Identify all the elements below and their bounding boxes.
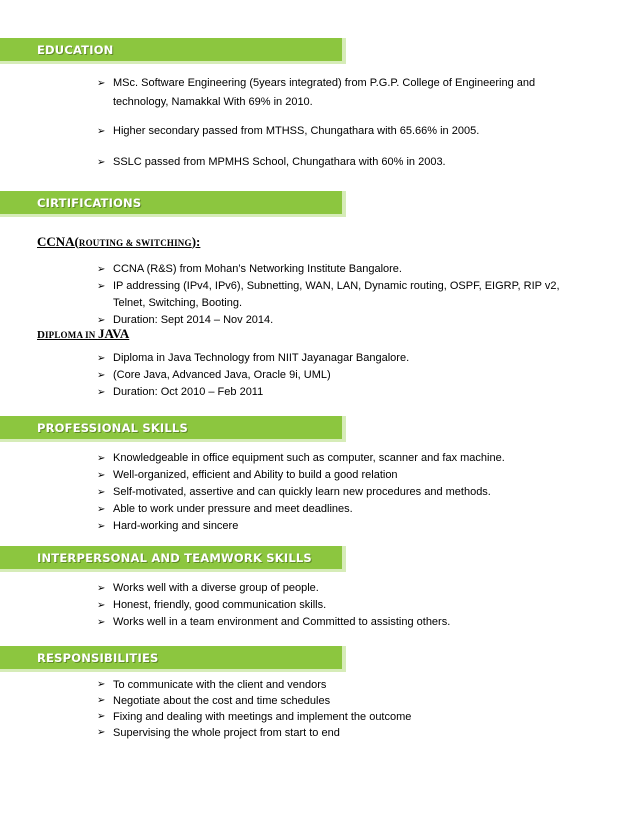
list-item: ➢ Honest, friendly, good communication skills.: [97, 597, 450, 614]
java-heading: DIPLOMA IN JAVA: [37, 326, 130, 341]
arrow-bullet-icon: ➢: [97, 315, 106, 326]
list-item: ➢ Supervising the whole project from start to end: [97, 727, 340, 739]
responsibilities-list: [97, 677, 411, 741]
arrow-bullet-icon: ➢: [97, 583, 106, 594]
ccna-list: [97, 261, 560, 329]
section-bar-education: [0, 38, 346, 64]
list-item: ➢ Negotiate about the cost and time schedules: [97, 695, 331, 707]
arrow-bullet-icon: ➢: [97, 126, 106, 137]
list-item: ➢ Fixing and dealing with meetings and implement the outcome: [97, 711, 412, 723]
list-item: ➢ IP addressing (IPv4, IPv6), Subnetting, WAN, LAN, Dynamic routing, OSPF, EIGRP, RIP v2, Telnet, Switching, Booting.: [97, 280, 560, 309]
ccna-heading: CCNA(ROUTING & SWITCHING):: [37, 234, 201, 249]
arrow-bullet-icon: ➢: [97, 727, 106, 738]
list-item: ➢ Duration: Sept 2014 – Nov 2014.: [97, 312, 560, 329]
list-item: ➢ CCNA (R&S) from Mohan’s Networking Institute Bangalore.: [97, 261, 560, 278]
arrow-bullet-icon: ➢: [97, 470, 106, 481]
arrow-bullet-icon: ➢: [97, 504, 106, 515]
arrow-bullet-icon: ➢: [97, 487, 106, 498]
list-item: ➢ Diploma in Java Technology from NIIT Jayanagar Bangalore.: [97, 350, 409, 367]
list-item: ➢ To communicate with the client and vendors: [97, 679, 327, 691]
arrow-bullet-icon: ➢: [97, 281, 106, 292]
arrow-bullet-icon: ➢: [97, 600, 106, 611]
arrow-bullet-icon: ➢: [97, 353, 106, 364]
list-item: ➢ (Core Java, Advanced Java, Oracle 9i, UML): [97, 367, 409, 384]
arrow-bullet-icon: ➢: [97, 679, 106, 690]
arrow-bullet-icon: ➢: [97, 370, 106, 381]
section-bar-certifications: [0, 191, 346, 217]
professional-skills-list: [97, 450, 505, 535]
interpersonal-list: [97, 580, 450, 631]
arrow-bullet-icon: ➢: [97, 264, 106, 275]
list-item: ➢ Knowledgeable in office equipment such as computer, scanner and fax machine.: [97, 450, 505, 467]
section-bar-professional-skills: [0, 416, 346, 442]
list-item: ➢ Hard-working and sincere: [97, 518, 505, 535]
arrow-bullet-icon: ➢: [97, 711, 106, 722]
arrow-bullet-icon: ➢: [97, 78, 106, 89]
list-item: ➢ Well-organized, efficient and Ability to build a good relation: [97, 467, 505, 484]
section-title-professional-skills: PROFESSIONAL SKILLS: [37, 421, 188, 435]
section-title-certifications: CIRTIFICATIONS: [37, 196, 142, 210]
list-item: ➢ Able to work under pressure and meet deadlines.: [97, 501, 505, 518]
list-item: ➢ Higher secondary passed from MTHSS, Chungathara with 65.66% in 2005.: [97, 122, 535, 141]
arrow-bullet-icon: ➢: [97, 617, 106, 628]
list-item: ➢ Duration: Oct 2010 – Feb 2011: [97, 384, 409, 401]
arrow-bullet-icon: ➢: [97, 157, 106, 168]
section-title-education: EDUCATION: [37, 43, 114, 57]
section-bar-responsibilities: [0, 646, 346, 672]
arrow-bullet-icon: ➢: [97, 387, 106, 398]
section-title-responsibilities: RESPONSIBILITIES: [37, 651, 159, 665]
list-item: ➢ MSc. Software Engineering (5years integrated) from P.G.P. College of Engineering and technology, Namakkal With 69% in 2010.: [97, 74, 535, 112]
list-item: ➢ Works well in a team environment and Committed to assisting others.: [97, 614, 450, 631]
section-bar-interpersonal: [0, 546, 346, 572]
arrow-bullet-icon: ➢: [97, 695, 106, 706]
java-list: [97, 350, 409, 401]
education-list: [97, 74, 535, 172]
list-item: ➢ Self-motivated, assertive and can quickly learn new procedures and methods.: [97, 484, 505, 501]
arrow-bullet-icon: ➢: [97, 453, 106, 464]
arrow-bullet-icon: ➢: [97, 521, 106, 532]
list-item: ➢ Works well with a diverse group of people.: [97, 580, 450, 597]
section-title-interpersonal: INTERPERSONAL AND TEAMWORK SKILLS: [37, 551, 312, 565]
list-item: ➢ SSLC passed from MPMHS School, Chungathara with 60% in 2003.: [97, 153, 535, 172]
